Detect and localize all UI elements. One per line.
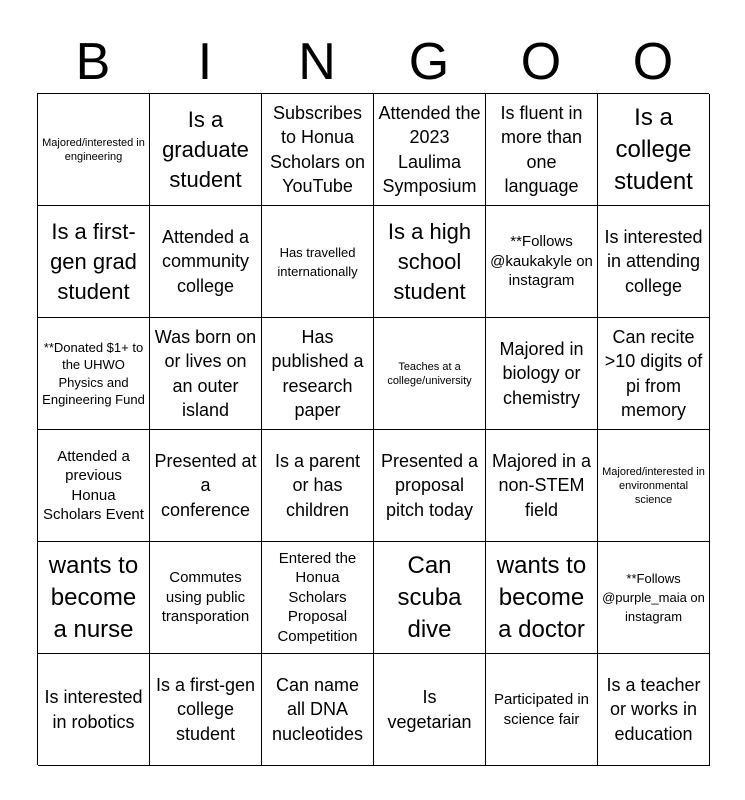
cell-text: Can recite >10 digits of pi from memory bbox=[604, 326, 703, 420]
cell-text: Attended a previous Honua Scholars Event bbox=[43, 447, 144, 523]
bingo-cell[interactable] bbox=[38, 94, 150, 206]
cell-text: Is a parent or has children bbox=[274, 450, 361, 520]
bingo-cell[interactable] bbox=[374, 542, 486, 654]
bingo-cell[interactable] bbox=[486, 430, 598, 542]
bingo-cell[interactable] bbox=[150, 430, 262, 542]
cell-text: Attended the 2023 Laulima Symposium bbox=[378, 102, 481, 196]
bingo-cell[interactable] bbox=[262, 430, 374, 542]
cell-text: Has published a research paper bbox=[271, 326, 364, 420]
cell-text: **Follows @purple_maia on instagram bbox=[602, 571, 705, 624]
bingo-cell[interactable] bbox=[38, 318, 150, 430]
cell-text: Teaches at a college/university bbox=[387, 360, 472, 387]
header-letter-g: G bbox=[408, 33, 450, 91]
cell-text: Majored in biology or chemistry bbox=[499, 338, 584, 408]
cell-text: Is a first-gen grad student bbox=[50, 218, 137, 304]
cell-text: **Follows @kaukakyle on instagram bbox=[490, 233, 593, 290]
bingo-header bbox=[37, 30, 709, 94]
bingo-cell[interactable] bbox=[598, 206, 710, 318]
bingo-cell[interactable] bbox=[486, 318, 598, 430]
header-letter-n: N bbox=[298, 33, 336, 91]
cell-text: Is a first-gen college student bbox=[155, 674, 256, 744]
bingo-cell[interactable] bbox=[486, 654, 598, 766]
bingo-cell[interactable] bbox=[374, 206, 486, 318]
cell-text: Presented at a conference bbox=[154, 450, 257, 520]
cell-text: Subscribes to Honua Scholars on YouTube bbox=[269, 102, 366, 196]
bingo-cell[interactable] bbox=[598, 430, 710, 542]
cell-text: Entered the Honua Scholars Proposal Competition bbox=[277, 549, 358, 645]
bingo-cell[interactable] bbox=[262, 206, 374, 318]
bingo-cell[interactable] bbox=[486, 94, 598, 206]
cell-text: Presented a proposal pitch today bbox=[380, 450, 479, 520]
header-letter-o-2: O bbox=[632, 33, 674, 91]
bingo-cell[interactable] bbox=[262, 654, 374, 766]
bingo-cell[interactable] bbox=[150, 94, 262, 206]
bingo-cell[interactable] bbox=[262, 318, 374, 430]
bingo-cell[interactable] bbox=[38, 206, 150, 318]
header-letter-b: B bbox=[75, 33, 111, 91]
bingo-cell[interactable] bbox=[486, 542, 598, 654]
bingo-cell[interactable] bbox=[38, 542, 150, 654]
bingo-cell[interactable] bbox=[374, 654, 486, 766]
cell-text: Is interested in robotics bbox=[44, 687, 143, 732]
cell-text: Majored/interested in engineering bbox=[42, 136, 145, 163]
bingo-cell[interactable] bbox=[262, 542, 374, 654]
bingo-cell[interactable] bbox=[598, 542, 710, 654]
bingo-cell[interactable] bbox=[262, 94, 374, 206]
bingo-cell[interactable] bbox=[598, 318, 710, 430]
cell-text: Can name all DNA nucleotides bbox=[271, 674, 364, 744]
bingo-cell[interactable] bbox=[374, 430, 486, 542]
cell-text: Is a teacher or works in education bbox=[606, 674, 701, 744]
bingo-cell[interactable] bbox=[374, 94, 486, 206]
bingo-cell[interactable] bbox=[150, 542, 262, 654]
cell-text: Was born on or lives on an outer island bbox=[154, 326, 257, 420]
cell-text: Has travelled internationally bbox=[277, 244, 358, 279]
bingo-cell[interactable] bbox=[374, 318, 486, 430]
header-letter-i: I bbox=[197, 33, 213, 91]
header-letter-o: O bbox=[520, 33, 562, 91]
bingo-cell[interactable] bbox=[486, 206, 598, 318]
cell-text: Is vegetarian bbox=[387, 687, 472, 732]
cell-text: Majored in a non-STEM field bbox=[491, 450, 592, 520]
cell-text: Is interested in attending college bbox=[604, 226, 703, 296]
cell-text: wants to become a doctor bbox=[496, 551, 587, 643]
cell-text: Is fluent in more than one language bbox=[500, 102, 583, 196]
bingo-cell[interactable] bbox=[598, 654, 710, 766]
bingo-cell[interactable] bbox=[38, 654, 150, 766]
bingo-cell[interactable] bbox=[150, 318, 262, 430]
cell-text: Participated in science fair bbox=[493, 691, 590, 728]
cell-text: Is a college student bbox=[614, 103, 693, 195]
cell-text: Attended a community college bbox=[161, 226, 250, 296]
cell-text: **Donated $1+ to the UHWO Physics and Engineering Fund bbox=[42, 339, 145, 407]
cell-text: Commutes using public transporation bbox=[161, 569, 250, 626]
bingo-cell[interactable] bbox=[598, 94, 710, 206]
bingo-cell[interactable] bbox=[38, 430, 150, 542]
bingo-cell[interactable] bbox=[150, 206, 262, 318]
bingo-cell[interactable] bbox=[150, 654, 262, 766]
cell-text: Is a high school student bbox=[387, 218, 472, 304]
cell-text: Can scuba dive bbox=[397, 551, 462, 643]
cell-text: wants to become a nurse bbox=[48, 551, 139, 643]
cell-text: Majored/interested in environmental science bbox=[602, 465, 705, 506]
cell-text: Is a graduate student bbox=[162, 106, 249, 192]
bingo-board bbox=[37, 93, 709, 765]
